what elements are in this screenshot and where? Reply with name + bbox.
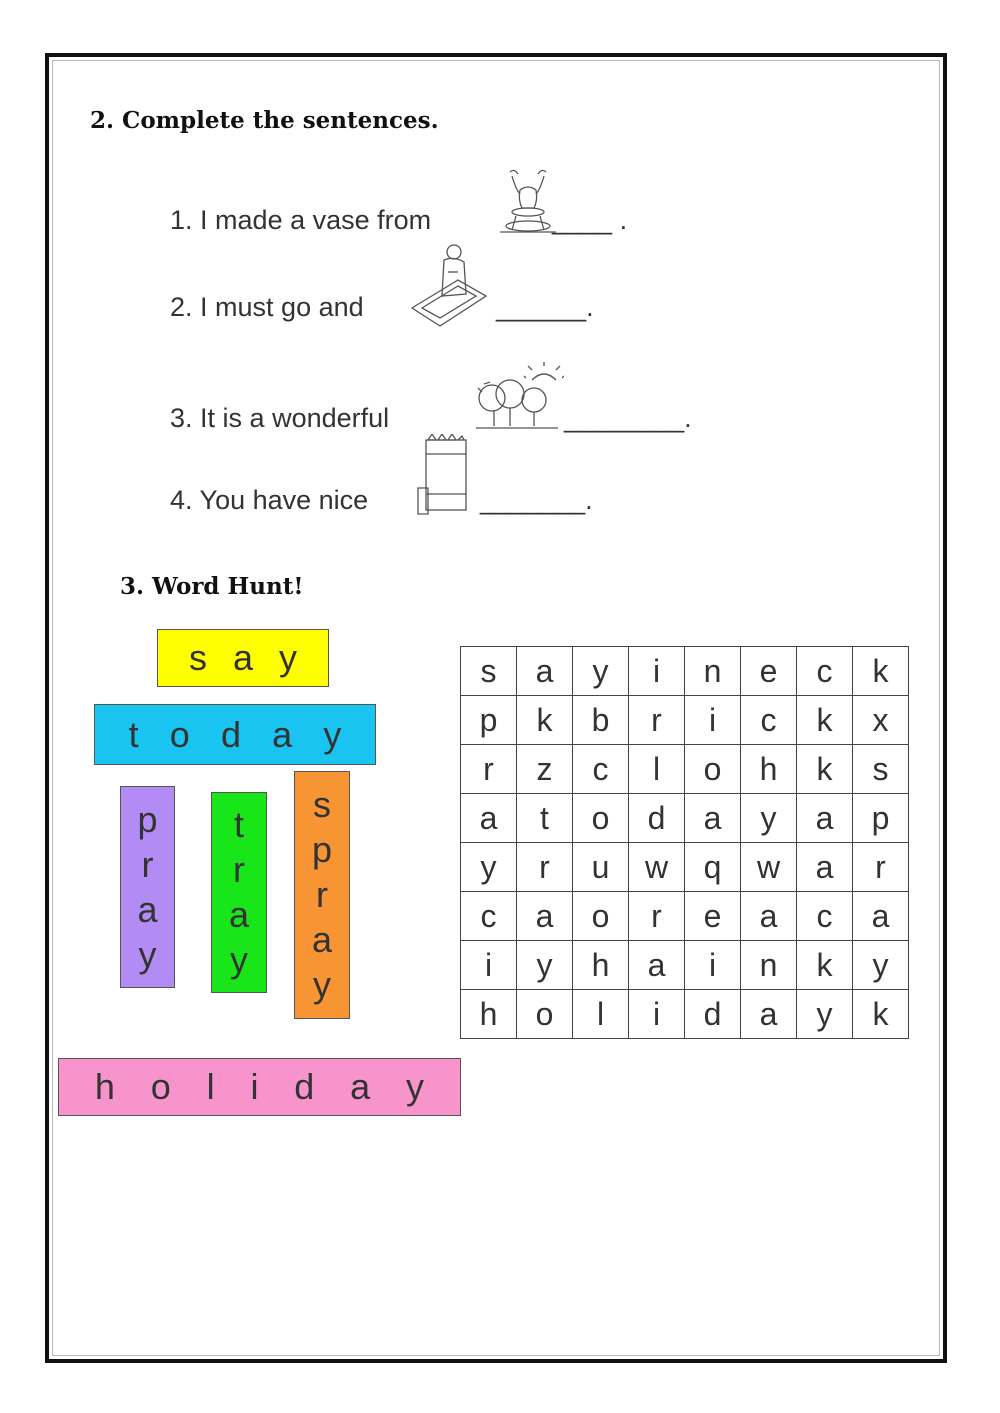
grid-cell[interactable]: y bbox=[741, 794, 797, 843]
grid-row bbox=[461, 941, 909, 990]
letter: a bbox=[272, 713, 293, 755]
letter: r bbox=[233, 849, 245, 891]
grid-cell[interactable]: d bbox=[629, 794, 685, 843]
sentence-3-number: 3. bbox=[170, 403, 193, 433]
sentence-4 bbox=[170, 485, 368, 516]
grid-cell[interactable]: h bbox=[461, 990, 517, 1039]
grid-cell[interactable]: c bbox=[797, 892, 853, 941]
word-tile-spray bbox=[294, 771, 350, 1019]
grid-cell[interactable]: p bbox=[853, 794, 909, 843]
grid-cell[interactable]: y bbox=[461, 843, 517, 892]
grid-cell[interactable]: k bbox=[853, 647, 909, 696]
sentence-4-blank[interactable]: _______. bbox=[480, 485, 593, 515]
grid-cell[interactable]: b bbox=[573, 696, 629, 745]
letter: a bbox=[232, 637, 253, 678]
grid-cell[interactable]: o bbox=[685, 745, 741, 794]
letter: s bbox=[188, 637, 207, 678]
letter: r bbox=[141, 843, 154, 885]
grid-cell[interactable]: r bbox=[853, 843, 909, 892]
grid-cell[interactable]: a bbox=[461, 794, 517, 843]
pottery-wheel-icon bbox=[498, 166, 558, 238]
section-3-heading: 3. Word Hunt! bbox=[120, 573, 304, 600]
letter: s bbox=[313, 783, 331, 825]
sentence-4-text: You have nice bbox=[199, 485, 369, 515]
grid-row bbox=[461, 794, 909, 843]
letter: i bbox=[250, 1066, 259, 1107]
grid-cell[interactable]: h bbox=[741, 745, 797, 794]
grid-cell[interactable]: a bbox=[629, 941, 685, 990]
letter: a bbox=[137, 888, 158, 930]
grid-cell[interactable]: c bbox=[741, 696, 797, 745]
grid-cell[interactable]: c bbox=[573, 745, 629, 794]
grid-cell[interactable]: n bbox=[741, 941, 797, 990]
grid-cell[interactable]: s bbox=[461, 647, 517, 696]
letter: d bbox=[294, 1066, 315, 1107]
letter: y bbox=[230, 938, 248, 980]
grid-cell[interactable]: u bbox=[573, 843, 629, 892]
section-2-heading: 2. Complete the sentences. bbox=[90, 107, 439, 134]
grid-cell[interactable]: a bbox=[853, 892, 909, 941]
grid-cell[interactable]: y bbox=[797, 990, 853, 1039]
grid-cell[interactable]: o bbox=[517, 990, 573, 1039]
grid-cell[interactable]: x bbox=[853, 696, 909, 745]
sentence-1-number: 1. bbox=[170, 205, 193, 235]
grid-cell[interactable]: e bbox=[741, 647, 797, 696]
letter: p bbox=[137, 798, 158, 840]
grid-cell[interactable]: o bbox=[573, 892, 629, 941]
letter: t bbox=[233, 804, 244, 846]
grid-cell[interactable]: o bbox=[573, 794, 629, 843]
sentence-2-text: I must go and bbox=[200, 292, 364, 322]
letter: o bbox=[150, 1066, 171, 1107]
grid-cell[interactable]: k bbox=[517, 696, 573, 745]
letter: y bbox=[313, 964, 331, 1006]
word-tile-holiday bbox=[58, 1058, 461, 1116]
grid-cell[interactable]: z bbox=[517, 745, 573, 794]
grid-cell[interactable]: e bbox=[685, 892, 741, 941]
word-tile-say bbox=[157, 629, 329, 687]
grid-cell[interactable]: l bbox=[629, 745, 685, 794]
grid-cell[interactable]: k bbox=[797, 941, 853, 990]
grid-cell[interactable]: r bbox=[629, 892, 685, 941]
grid-cell[interactable]: r bbox=[517, 843, 573, 892]
letter: o bbox=[169, 713, 190, 755]
grid-cell[interactable]: i bbox=[461, 941, 517, 990]
grid-cell[interactable]: c bbox=[797, 647, 853, 696]
grid-cell[interactable]: y bbox=[573, 647, 629, 696]
letter: a bbox=[350, 1066, 371, 1107]
word-tile-pray bbox=[120, 786, 175, 988]
grid-cell[interactable]: k bbox=[797, 696, 853, 745]
letter: y bbox=[278, 637, 297, 678]
grid-cell[interactable]: y bbox=[853, 941, 909, 990]
letter: d bbox=[220, 713, 241, 755]
sentence-1-blank[interactable]: ____ . bbox=[552, 205, 628, 235]
grid-cell[interactable]: s bbox=[853, 745, 909, 794]
letter: y bbox=[406, 1066, 424, 1107]
grid-cell[interactable]: r bbox=[461, 745, 517, 794]
word-tile-today bbox=[94, 704, 376, 765]
grid-cell[interactable]: i bbox=[629, 990, 685, 1039]
sentence-2 bbox=[170, 292, 364, 323]
crayons-box-icon bbox=[416, 434, 468, 516]
sentence-2-number: 2. bbox=[170, 292, 193, 322]
grid-cell[interactable]: q bbox=[685, 843, 741, 892]
prayer-mat-icon bbox=[408, 238, 490, 330]
grid-cell[interactable]: i bbox=[685, 941, 741, 990]
grid-cell[interactable]: w bbox=[741, 843, 797, 892]
grid-row bbox=[461, 647, 909, 696]
grid-cell[interactable]: a bbox=[797, 794, 853, 843]
grid-row bbox=[461, 843, 909, 892]
sentence-3 bbox=[170, 403, 389, 434]
grid-row bbox=[461, 990, 909, 1039]
letter: l bbox=[206, 1066, 215, 1107]
grid-cell[interactable]: w bbox=[629, 843, 685, 892]
grid-cell[interactable]: a bbox=[741, 892, 797, 941]
grid-cell[interactable]: c bbox=[461, 892, 517, 941]
grid-cell[interactable]: a bbox=[517, 892, 573, 941]
word-tile-tray bbox=[211, 792, 267, 993]
letter: r bbox=[316, 873, 328, 915]
grid-cell[interactable]: d bbox=[685, 990, 741, 1039]
word-search-grid bbox=[460, 646, 909, 1039]
letter: y bbox=[138, 933, 157, 975]
letter: t bbox=[128, 713, 139, 755]
sentence-1-text: I made a vase from bbox=[200, 205, 432, 235]
grid-cell[interactable]: t bbox=[517, 794, 573, 843]
grid-cell[interactable]: i bbox=[685, 696, 741, 745]
letter: a bbox=[228, 893, 250, 935]
letter: p bbox=[311, 828, 333, 870]
grid-cell[interactable]: n bbox=[685, 647, 741, 696]
sentence-3-text: It is a wonderful bbox=[200, 403, 390, 433]
grid-cell[interactable]: k bbox=[853, 990, 909, 1039]
grid-cell[interactable]: a bbox=[797, 843, 853, 892]
sentence-1 bbox=[170, 205, 431, 236]
sentence-3-blank[interactable]: ________. bbox=[564, 403, 692, 433]
grid-row bbox=[461, 892, 909, 941]
grid-cell[interactable]: l bbox=[573, 990, 629, 1039]
grid-cell[interactable]: a bbox=[517, 647, 573, 696]
sunny-trees-icon bbox=[470, 362, 564, 432]
sentence-2-blank[interactable]: ______. bbox=[496, 292, 594, 322]
letter: y bbox=[323, 713, 342, 755]
grid-cell[interactable]: h bbox=[573, 941, 629, 990]
grid-cell[interactable]: k bbox=[797, 745, 853, 794]
grid-cell[interactable]: y bbox=[517, 941, 573, 990]
grid-row bbox=[461, 745, 909, 794]
grid-cell[interactable]: p bbox=[461, 696, 517, 745]
grid-cell[interactable]: a bbox=[685, 794, 741, 843]
letter: a bbox=[311, 919, 333, 961]
grid-cell[interactable]: r bbox=[629, 696, 685, 745]
grid-cell[interactable]: a bbox=[741, 990, 797, 1039]
sentence-4-number: 4. bbox=[170, 485, 193, 515]
grid-row bbox=[461, 696, 909, 745]
grid-cell[interactable]: i bbox=[629, 647, 685, 696]
letter: h bbox=[94, 1066, 115, 1107]
